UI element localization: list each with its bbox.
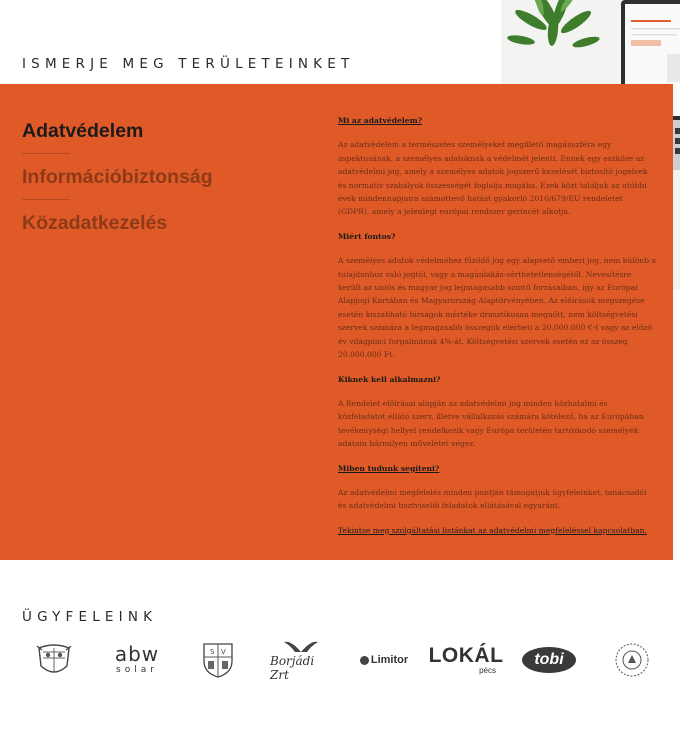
tab-kozadatkezeles[interactable]: Közadatkezelés (22, 212, 168, 234)
school-crest-logo[interactable] (200, 638, 236, 682)
answer-text: A Rendelet előírásai alapján az adatvédelmi jog minden közhatalmi és közfeladatot ellátó szerv, illetve vállalkozás számára kötelező, ha az Európában tevékenységi hellyel rendelkezik vagy Európa területén tartózkodó személyek adatain bármilyen műveletet végez. (338, 398, 644, 449)
pecs-wordmark: pécs (479, 665, 496, 675)
svg-text:V: V (221, 648, 226, 656)
abw-solar-logo[interactable] (104, 638, 170, 682)
borjadi-wordmark: Borjádi Zrt (270, 654, 315, 682)
wings-icon (283, 638, 319, 654)
clients-title: ÜGYFELEINK (22, 609, 158, 625)
tobi-wordmark: tobi (534, 651, 564, 668)
answer-text: Az adatvédelem a természetes személyeket megillető magánszféra egy aspektusának, a személyes adatoknak a védelmét jelenti. Ennek egy eszköze az adatvédelmi jog, amely a személyes adatok jogszerű kezelését biztosító jogelvek és normatív szabályok összességét foglalja magába. Ezek közt találjuk az utóbbi évek mindennapjaira számottevő hatást gyakorló 2016/679/EU rendeletet (GDPR), amely a jelenlegi európai rendszer gerincét alkotja. (338, 140, 648, 217)
lokal-wordmark: LOKÁL (428, 643, 504, 667)
article-content (338, 114, 656, 548)
tab-adatvedelem[interactable]: Adatvédelem (22, 120, 144, 142)
tab-informaciobiztonsag[interactable]: Információbiztonság (22, 166, 213, 188)
crest-icon (35, 642, 73, 678)
tab-divider (22, 153, 70, 154)
limitor-wordmark: Limitor (370, 654, 409, 666)
borjadi-logo[interactable] (270, 638, 332, 682)
round-seal-logo[interactable] (612, 638, 652, 682)
topic-tabs (22, 120, 252, 234)
plant-image (501, 0, 611, 70)
lokal-pecs-logo[interactable] (428, 638, 504, 682)
shield-icon (201, 641, 235, 679)
limitor-logo[interactable] (350, 638, 418, 682)
tab-divider (22, 199, 70, 200)
tobi-logo[interactable] (520, 638, 578, 682)
tobi-badge (522, 647, 576, 673)
question-heading: Miben tudunk segíteni? (338, 463, 440, 473)
solar-wordmark: solar (116, 665, 158, 675)
answer-text: Az adatvédelmi megfelelés minden pontján támogatjuk ügyfeleinket, tanácsadói és adatvédelmi tisztviselői feladatok ellátásával egyaránt. (338, 487, 647, 511)
question-heading: Miért fontos? (338, 231, 396, 241)
limitor-mark-icon (360, 656, 369, 665)
client-logos (0, 638, 680, 688)
svg-text:S: S (210, 648, 215, 656)
section-title: ISMERJE MEG TERÜLETEINKET (22, 56, 355, 72)
abw-wordmark: abw (114, 642, 160, 666)
services-link[interactable]: Tekintse meg szolgáltatási listánkat az adatvédelmi megfeleléssel kapcsolatban. (338, 525, 647, 535)
question-heading: Kiknek kell alkalmazni? (338, 374, 441, 384)
answer-text: A személyes adatok védelméhez fűződő jog egy alapvető emberi jog, nem különb a tulajdonhoz való jogtól, vagy a magánlakás-sérthetetlenségétől. Nevesítésre került az uniós és magyar jog legmagasabb szintű forrásaiban, így az Európai Alapjogi Kartában és Magyarország Alaptörvényében. Az előírások megszegése esetén kiszabható bírságok mértéke drasztikusan megnőtt, nem költségvetési szervek számára a legmagasabb összegük elérheti a 20.000.000 €-t vagy az előző év világpiaci forgalmának 4%-át. Költségvetési szervek esetén ez az összeg 20.000.000 Ft. (338, 256, 656, 360)
crest-logo-1[interactable] (34, 638, 74, 682)
question-heading: Mi az adatvédelem? (338, 116, 423, 125)
seal-icon (613, 641, 651, 679)
